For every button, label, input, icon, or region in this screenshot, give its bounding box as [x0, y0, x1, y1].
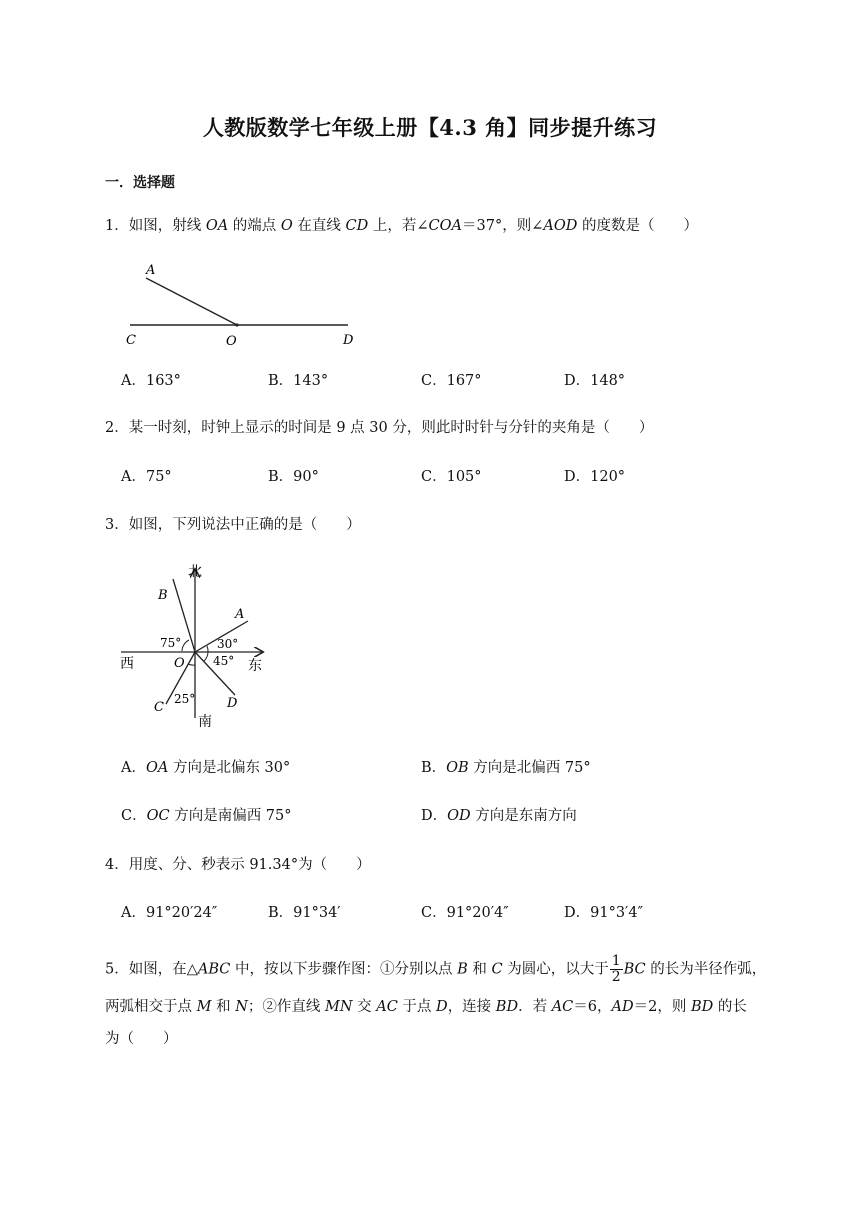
q1-option-a[interactable]: A．163° — [121, 373, 181, 389]
q1-figure — [120, 256, 370, 356]
page-title: 人教版数学七年级上册【4.3 角】同步提升练习 — [202, 115, 658, 140]
question-3: 3．如图，下列说法中正确的是（ ） — [105, 517, 361, 533]
label-angle-45: 45° — [213, 654, 235, 668]
ray-oa — [146, 278, 237, 325]
label-a: A — [235, 607, 245, 622]
q2-option-c[interactable]: C．105° — [421, 469, 482, 485]
q4-option-c[interactable]: C．91°20′4″ — [421, 905, 509, 921]
q3-option-a[interactable]: A．OA 方向是北偏东 30° — [121, 760, 291, 776]
label-a: A — [146, 263, 156, 278]
q4-option-d[interactable]: D．91°3′4″ — [564, 905, 643, 921]
q1-option-d[interactable]: D．148° — [564, 373, 626, 389]
section-heading: 一．选择题 — [105, 175, 175, 191]
question-5-line-2: 两弧相交于点 M 和 N；②作直线 MN 交 AC 于点 D，连接 BD．若 AC＝6，AD＝2，则 BD 的长 — [105, 999, 747, 1015]
label-o: O — [174, 656, 185, 671]
q3-option-b[interactable]: B．OB 方向是北偏西 75° — [421, 760, 591, 776]
question-2: 2．某一时刻，时钟上显示的时间是 9 点 30 分，则此时时针与分针的夹角是（ ） — [105, 420, 654, 436]
q1-option-c[interactable]: C．167° — [421, 373, 482, 389]
label-angle-75: 75° — [160, 636, 182, 650]
label-d: D — [343, 333, 354, 348]
label-c: C — [154, 700, 164, 715]
label-o: O — [226, 334, 237, 349]
label-east: 东 — [248, 658, 262, 674]
question-5-line-3: 为（ ） — [105, 1031, 178, 1047]
q3-option-d[interactable]: D．OD 方向是东南方向 — [421, 808, 577, 824]
q4-option-b[interactable]: B．91°34′ — [268, 905, 341, 921]
label-b: B — [158, 588, 168, 603]
label-angle-25: 25° — [174, 692, 196, 706]
q2-option-a[interactable]: A．75° — [121, 469, 172, 485]
q2-option-d[interactable]: D．120° — [564, 469, 626, 485]
q1-option-b[interactable]: B．143° — [268, 373, 329, 389]
q3-compass-figure — [116, 558, 276, 730]
fraction-one-half: $\frac{1}{2}$ — [611, 953, 621, 985]
q4-option-a[interactable]: A．91°20′24″ — [121, 905, 218, 921]
label-south: 南 — [198, 714, 212, 730]
label-north: 北 — [188, 564, 202, 580]
question-5-line-1: 5．如图，在△ABC 中，按以下步骤作图：①分别以点 B 和 C 为圆心，以大于 $\frac{1}{2}$ BC 的长为半径作弧， — [105, 953, 767, 985]
label-angle-30: 30° — [217, 637, 239, 651]
label-d: D — [227, 696, 238, 711]
q2-option-b[interactable]: B．90° — [268, 469, 319, 485]
label-west: 西 — [120, 656, 134, 672]
question-4: 4．用度、分、秒表示 91.34°为（ ） — [105, 857, 371, 873]
label-c: C — [126, 333, 136, 348]
question-1: 1．如图，射线 OA 的端点 O 在直线 CD 上，若∠COA＝37°，则∠AOD 的度数是（ ） — [105, 218, 698, 234]
q3-option-c[interactable]: C．OC 方向是南偏西 75° — [121, 808, 292, 824]
